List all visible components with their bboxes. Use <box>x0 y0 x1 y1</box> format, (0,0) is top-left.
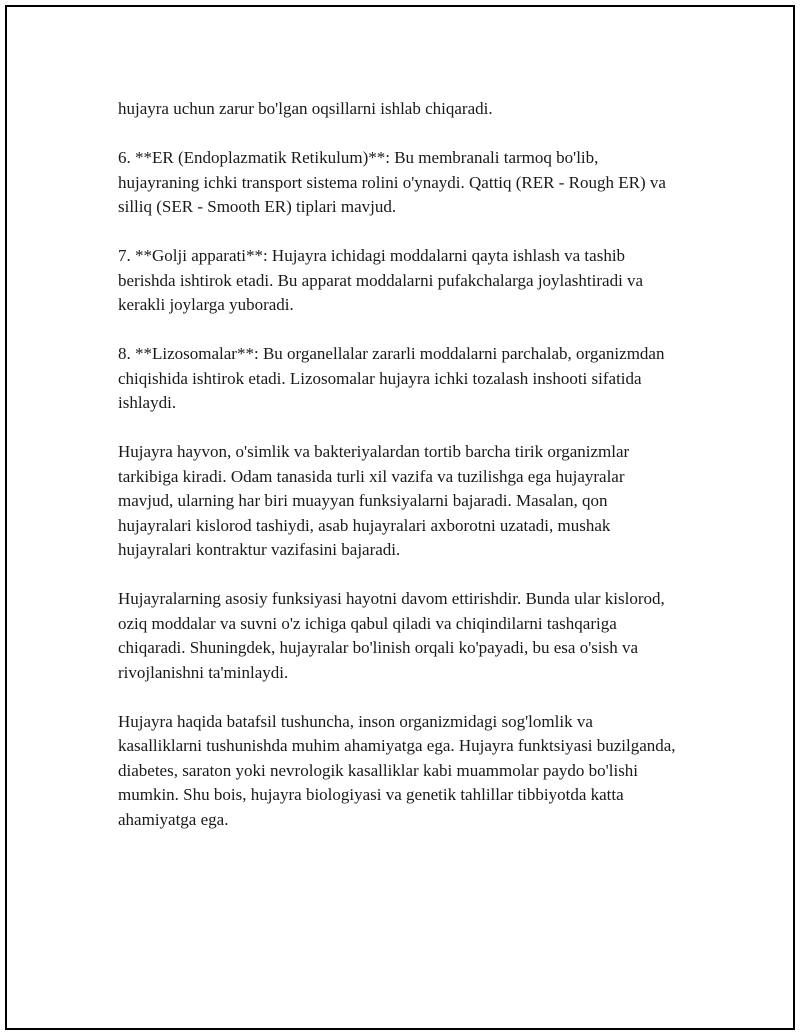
document-body <box>118 97 678 857</box>
page-frame <box>5 5 795 1030</box>
paragraph-cell-functions: Hujayralarning asosiy funksiyasi hayotni davom ettirishdir. Bunda ular kislorod, oziq moddalar va suvni o'z ichiga qabul qiladi va chiqindilarni tashqariga chiqaradi. Shuningdek, hujayralar bo'linish orqali ko'payadi, bu esa o'sish va rivojlanishni ta'minlaydi. <box>118 589 665 682</box>
paragraph-lysosomes: 8. **Lizosomalar**: Bu organellalar zararli moddalarni parchalab, organizmdan chiqishida ishtirok etadi. Lizosomalar hujayra ichki tozalash inshooti sifatida ishlaydi. <box>118 344 665 412</box>
paragraph-golgi: 7. **Golji apparati**: Hujayra ichidagi moddalarni qayta ishlash va tashib berishda ishtirok etadi. Bu apparat moddalarni pufakchalarga joylashtiradi va kerakli joylarga yuboradi. <box>118 246 644 314</box>
paragraph-er: 6. **ER (Endoplazmatik Retikulum)**: Bu membranali tarmoq bo'lib, hujayraning ichki transport sistema rolini o'ynaydi. Qattiq (RER - Rough ER) va silliq (SER - Smooth ER) tiplari mavjud. <box>118 148 666 216</box>
paragraph-cell-types: Hujayra hayvon, o'simlik va bakteriyalardan tortib barcha tirik organizmlar tarkibiga kiradi. Odam tanasida turli xil vazifa va tuzilishga ega hujayralar mavjud, ularning har biri muayyan funksiyalarni bajaradi. Masalan, qon hujayralari kislorod tashiydi, asab hujayralari axborotni uzatadi, mushak hujayralari kontraktur vazifasini bajaradi. <box>118 442 630 559</box>
paragraph-conclusion: Hujayra haqida batafsil tushuncha, inson organizmidagi sog'lomlik va kasalliklarni tushunishda muhim ahamiyatga ega. Hujayra funktsiyasi buzilganda, diabetes, saraton yoki nevrologik kasalliklar kabi muammolar paydo bo'lishi mumkin. Shu bois, hujayra biologiyasi va genetik tahlillar tibbiyotda katta ahamiyatga ega. <box>118 711 676 829</box>
paragraph-continuation: hujayra uchun zarur bo'lgan oqsillarni ishlab chiqaradi. <box>118 99 493 118</box>
